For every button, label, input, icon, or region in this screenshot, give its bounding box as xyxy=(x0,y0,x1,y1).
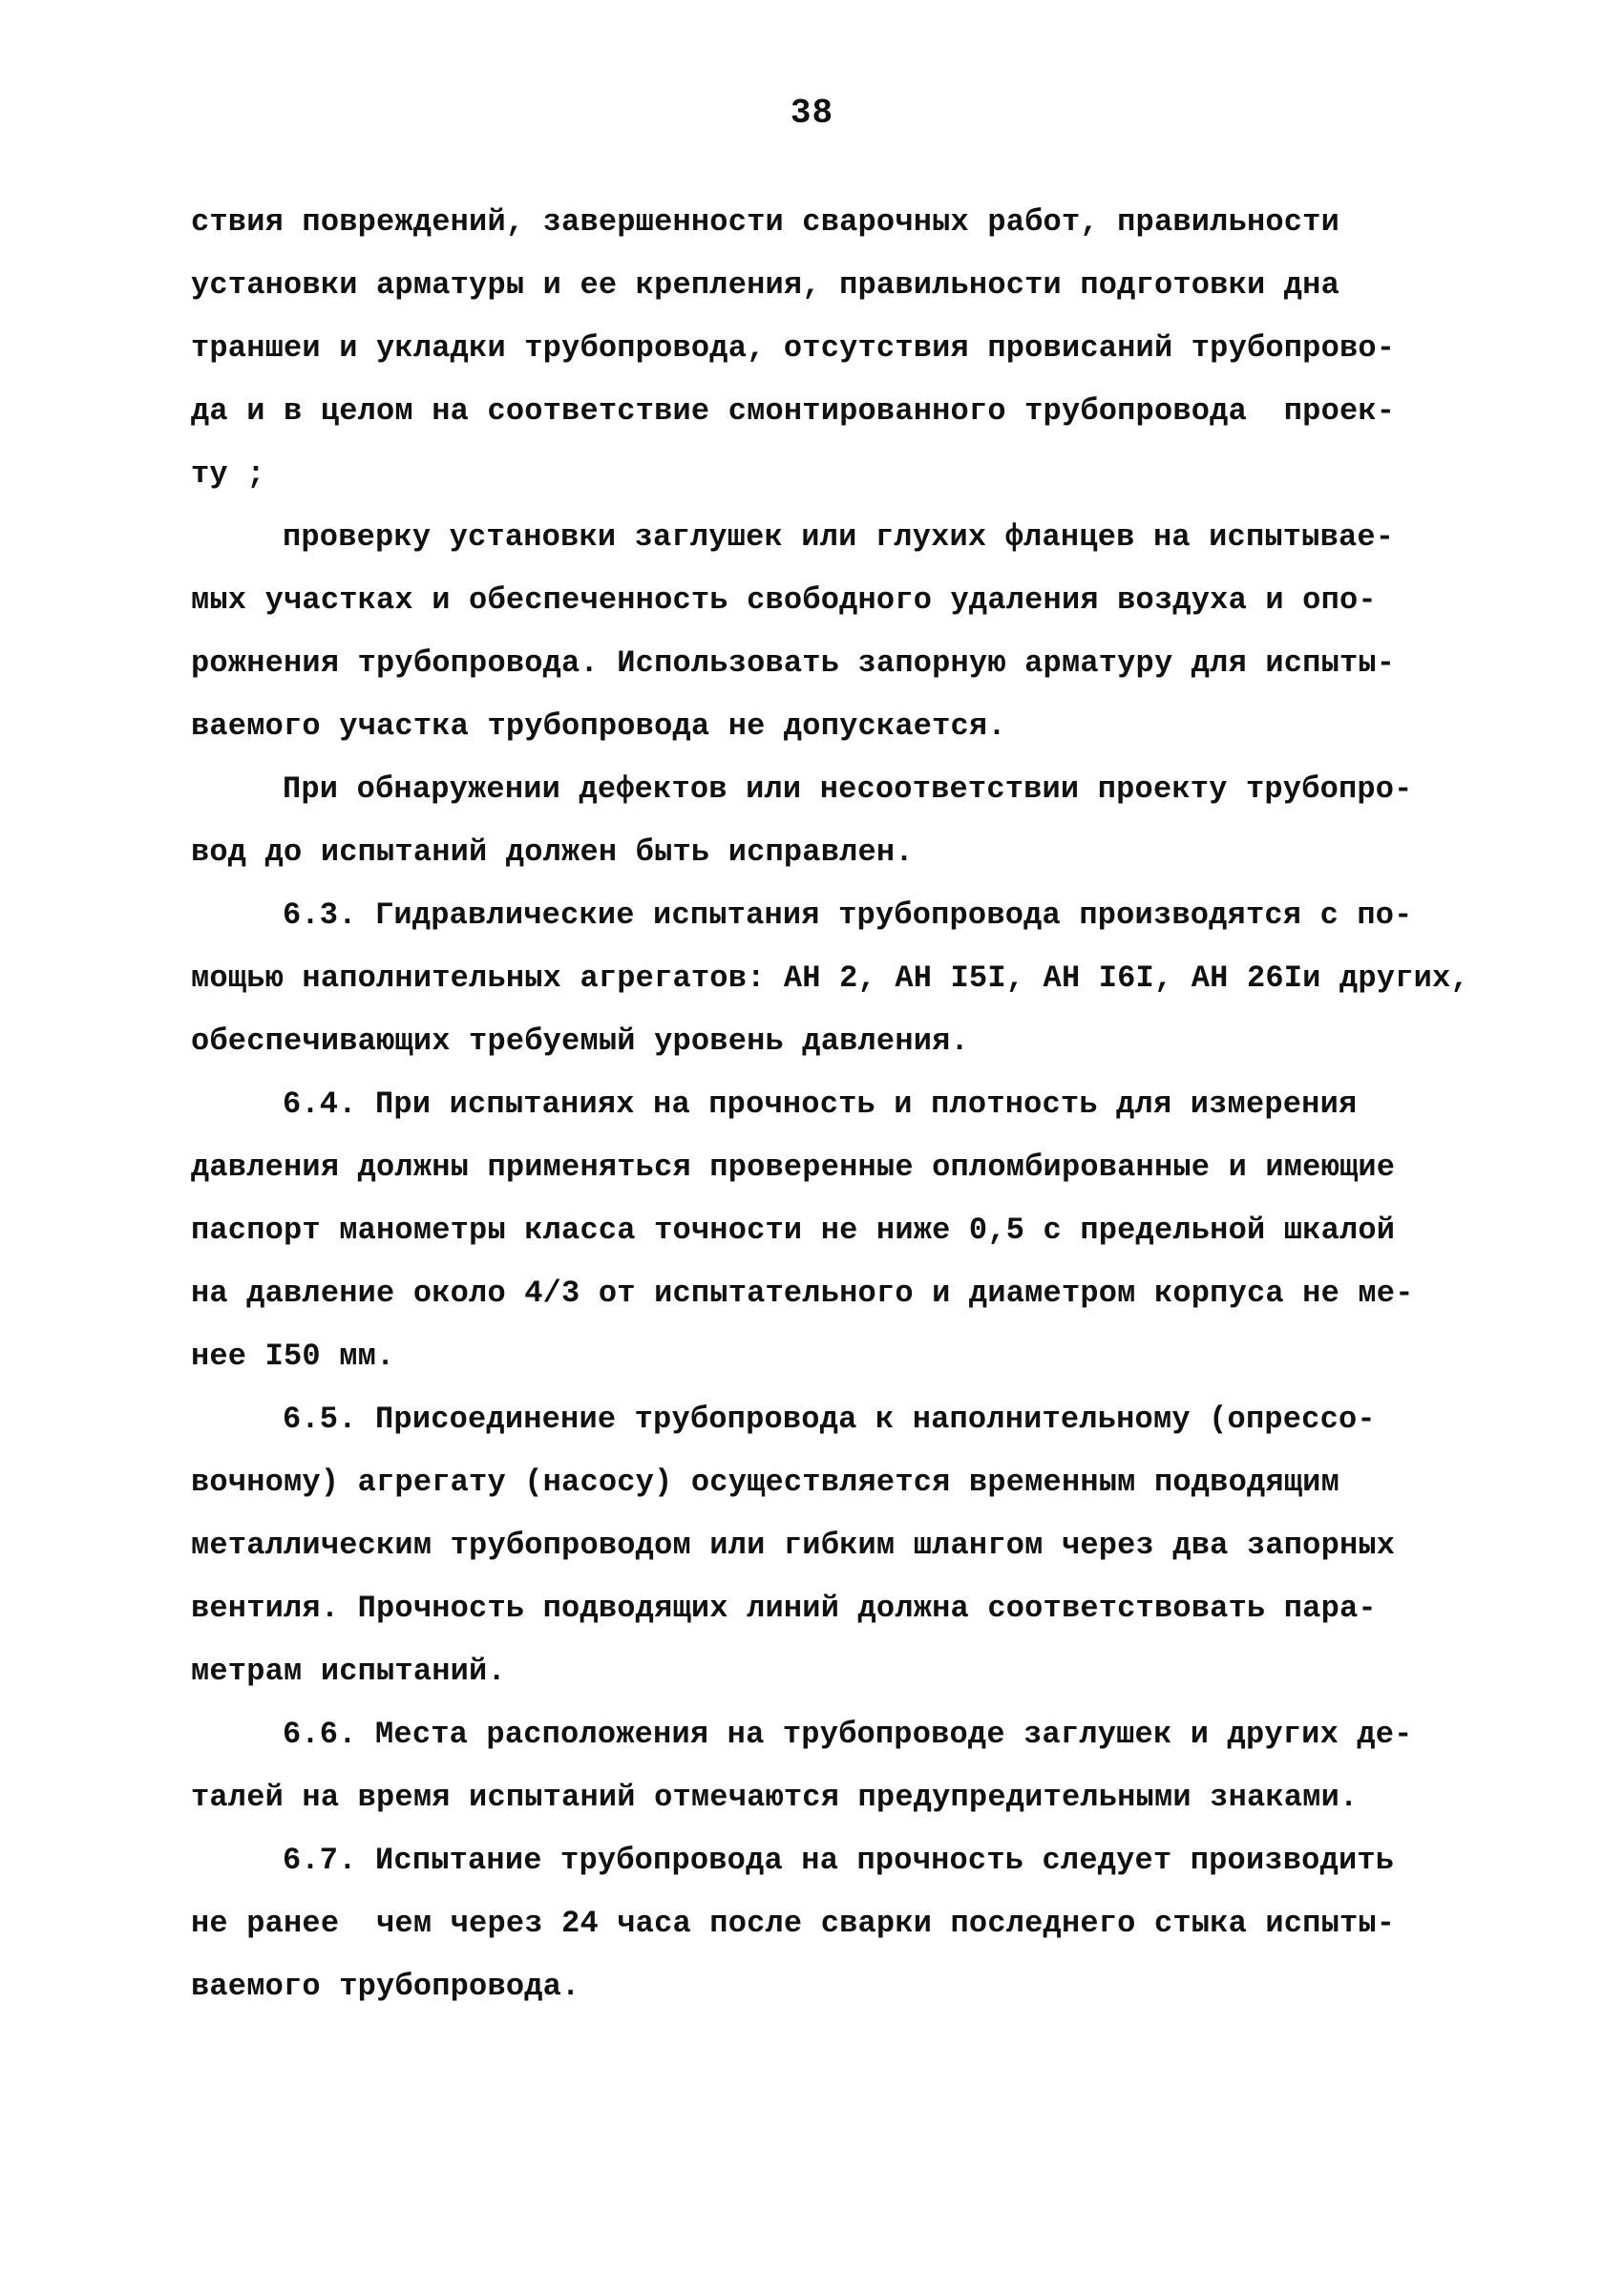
text-line: При обнаружении дефектов или несоответствии проекту трубопро- xyxy=(283,771,1413,807)
paragraph xyxy=(191,1829,1461,2018)
text-line: металлическим трубопроводом или гибким шлангом через два запорных xyxy=(191,1528,1396,1563)
paragraph xyxy=(191,1703,1461,1829)
text-line: 6.5. Присоединение трубопровода к наполнительному (опрессо- xyxy=(283,1402,1376,1437)
text-line: на давление около 4/3 от испытательного и диаметром корпуса не ме- xyxy=(191,1276,1414,1311)
text-line: 6.7. Испытание трубопровода на прочность следует производить xyxy=(283,1843,1395,1878)
text-line: ствия повреждений, завершенности сварочных работ, правильности xyxy=(191,204,1339,240)
text-line: давления должны применяться проверенные опломбированные и имеющие xyxy=(191,1150,1396,1185)
text-line: вентиля. Прочность подводящих линий должна соответствовать пара- xyxy=(191,1591,1377,1626)
text-line: рожнения трубопровода. Использовать запорную арматуру для испыты- xyxy=(191,645,1396,681)
paragraph xyxy=(191,1388,1461,1703)
text-line: траншеи и укладки трубопровода, отсутствия провисаний трубопрово- xyxy=(191,330,1396,366)
text-line: мощью наполнительных агрегатов: АН 2, АН I5I, АН I6I, АН 26Iи других, xyxy=(191,960,1469,996)
text-line: ваемого трубопровода. xyxy=(191,1969,580,2004)
page-content xyxy=(191,191,1469,2018)
text-line: талей на время испытаний отмечаются предупредительными знаками. xyxy=(191,1780,1359,1815)
paragraph xyxy=(191,758,1461,884)
page-number: 38 xyxy=(790,94,834,133)
text-line: установки арматуры и ее крепления, правильности подготовки дна xyxy=(191,267,1339,303)
paragraph xyxy=(191,884,1469,1073)
paragraph xyxy=(191,191,1461,506)
text-line: ту ; xyxy=(191,456,265,492)
text-line: 6.3. Гидравлические испытания трубопровода производятся с по- xyxy=(283,897,1413,933)
text-line: вочному) агрегату (насосу) осуществляется временным подводящим xyxy=(191,1465,1339,1500)
text-line: паспорт манометры класса точности не ниже 0,5 с предельной шкалой xyxy=(191,1213,1396,1248)
text-line: не ранее чем через 24 часа после сварки последнего стыка испыты- xyxy=(191,1906,1396,1941)
paragraph xyxy=(191,506,1461,758)
paragraph xyxy=(191,1073,1461,1388)
text-line: обеспечивающих требуемый уровень давления. xyxy=(191,1023,969,1059)
text-line: да и в целом на соответствие смонтированного трубопровода проек- xyxy=(191,393,1396,429)
text-line: мых участках и обеспеченность свободного удаления воздуха и опо- xyxy=(191,582,1377,618)
text-line: вод до испытаний должен быть исправлен. xyxy=(191,834,914,870)
text-line: 6.6. Места расположения на трубопроводе заглушек и других де- xyxy=(283,1717,1413,1752)
text-line: метрам испытаний. xyxy=(191,1654,506,1689)
text-line: 6.4. При испытаниях на прочность и плотность для измерения xyxy=(283,1086,1358,1122)
text-line: нее I50 мм. xyxy=(191,1339,395,1374)
text-line: ваемого участка трубопровода не допускается. xyxy=(191,708,1006,744)
text-line: проверку установки заглушек или глухих фланцев на испытывае- xyxy=(283,519,1395,555)
